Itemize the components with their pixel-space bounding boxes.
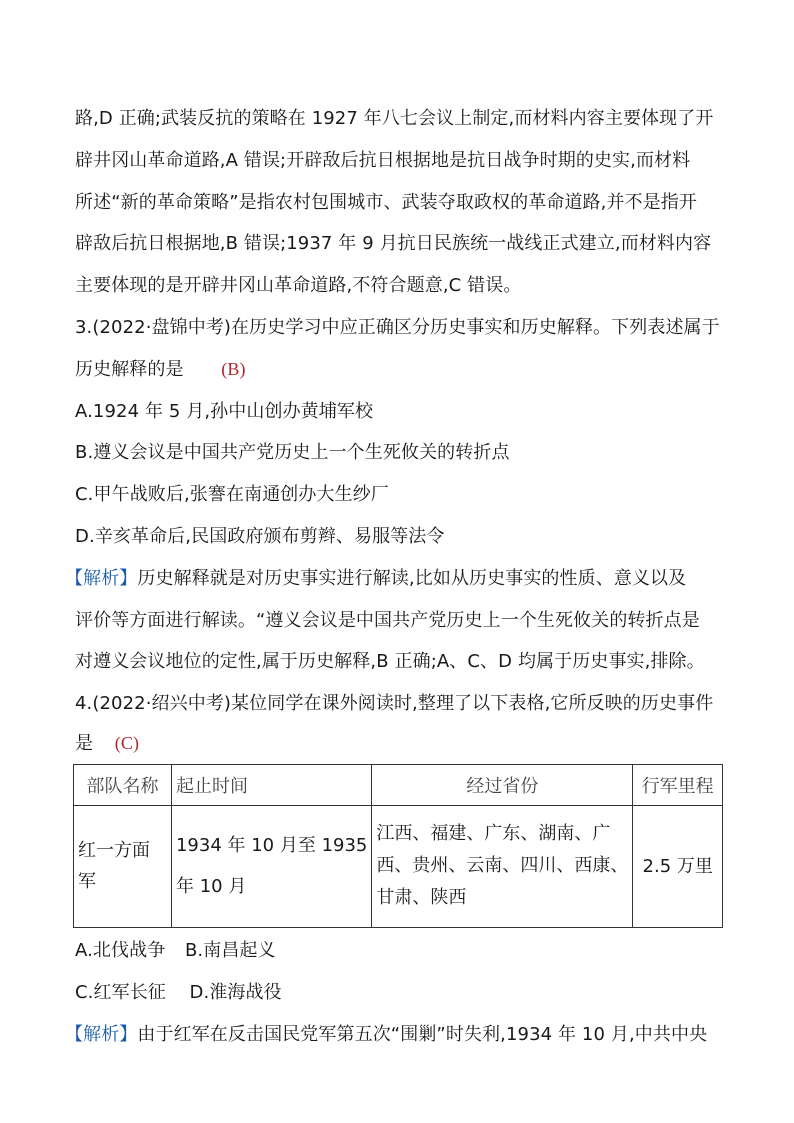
time-line: 年 10 月 xyxy=(175,876,247,898)
table-header-row xyxy=(74,764,723,805)
table-cell-time xyxy=(171,805,371,927)
question-4-stem: 4.(2022·绍兴中考)某位同学在课外阅读时,整理了以下表格,它所反映的历史事件 xyxy=(75,693,714,715)
text-line: 辟井冈山革命道路,A 错误;开辟敌后抗日根据地是抗日战争时期的史实,而材料 xyxy=(75,149,691,171)
question-4-options-row xyxy=(75,972,720,1014)
table-header-cell: 起止时间 xyxy=(171,764,371,805)
analysis-tag: 【解析】 xyxy=(65,567,138,589)
question-3-analysis xyxy=(65,558,720,600)
question-3-option-b: B.遵义会议是中国共产党历史上一个生死攸关的转折点 xyxy=(75,442,510,464)
table-header-cell: 部队名称 xyxy=(74,764,172,805)
text-line: 所述“新的革命策略”是指农村包围城市、武装夺取政权的革命道路,并不是指开 xyxy=(75,191,697,213)
analysis-text: 由于红军在反击国民党军第五次“围剿”时失利,1934 年 10 月,中共中央 xyxy=(137,1023,708,1045)
question-4-option-b: B.南昌起义 xyxy=(184,939,276,961)
text-line: 路,D 正确;武装反抗的策略在 1927 年八七会议上制定,而材料内容主要体现了开 xyxy=(75,108,714,129)
question-4-analysis xyxy=(65,1014,720,1056)
text-line: 主要体现的是开辟井冈山革命道路,不符合题意,C 错误。 xyxy=(75,275,522,297)
text-line: 辟敌后抗日根据地,B 错误;1937 年 9 月抗日民族统一战线正式建立,而材料内容 xyxy=(75,233,712,255)
question-3-option-d: D.辛亥革命后,民国政府颁布剪辫、易服等法令 xyxy=(75,525,445,547)
content xyxy=(65,98,720,1055)
question-3-option-c: C.甲午战败后,张謇在南通创办大生纱厂 xyxy=(75,484,389,506)
question-4-stem-end: 是 xyxy=(75,732,94,754)
province-line: 江西、福建、广东、湖南、广 xyxy=(376,823,611,845)
question-4-option-c: C.红军长征 xyxy=(75,981,166,1003)
table-cell-distance: 2.5 万里 xyxy=(633,805,723,927)
long-march-table xyxy=(73,764,723,928)
table-row xyxy=(74,805,723,927)
table-header-cell: 经过省份 xyxy=(372,764,633,805)
analysis-tag: 【解析】 xyxy=(65,1023,138,1045)
table-header-cell: 行军里程 xyxy=(633,764,723,805)
table-cell-provinces xyxy=(372,805,633,927)
question-3-answer: (B) xyxy=(221,358,246,379)
question-3-stem: 3.(2022·盘锦中考)在历史学习中应正确区分历史事实和历史解释。下列表述属于 xyxy=(75,316,720,338)
question-3-option-a: A.1924 年 5 月,孙中山创办黄埔军校 xyxy=(75,400,374,422)
question-3-stem-end: 历史解释的是 xyxy=(75,358,184,380)
question-4-answer: (C) xyxy=(114,732,140,753)
time-line: 1934 年 10 月至 1935 xyxy=(175,835,368,857)
province-line: 西、贵州、云南、四川、西康、 xyxy=(376,855,629,877)
province-line: 甘肃、陕西 xyxy=(376,887,467,909)
analysis-text: 历史解释就是对历史事实进行解读,比如从历史事实的性质、意义以及 xyxy=(137,567,687,589)
question-4-option-d: D.淮海战役 xyxy=(189,981,282,1003)
question-3-stem-cont xyxy=(75,349,720,391)
question-4-options-row xyxy=(75,930,720,972)
table-cell-unit: 红一方面军 xyxy=(74,805,172,927)
question-3-analysis-cont: 评价等方面进行解读。“遵义会议是中国共产党历史上一个生死攸关的转折点是 xyxy=(75,609,700,631)
question-4-stem-cont xyxy=(75,725,720,762)
question-3-analysis-cont: 对遵义会议地位的定性,属于历史解释,B 正确;A、C、D 均属于历史事实,排除。 xyxy=(75,651,705,673)
question-4-option-a: A.北伐战争 xyxy=(75,939,166,961)
